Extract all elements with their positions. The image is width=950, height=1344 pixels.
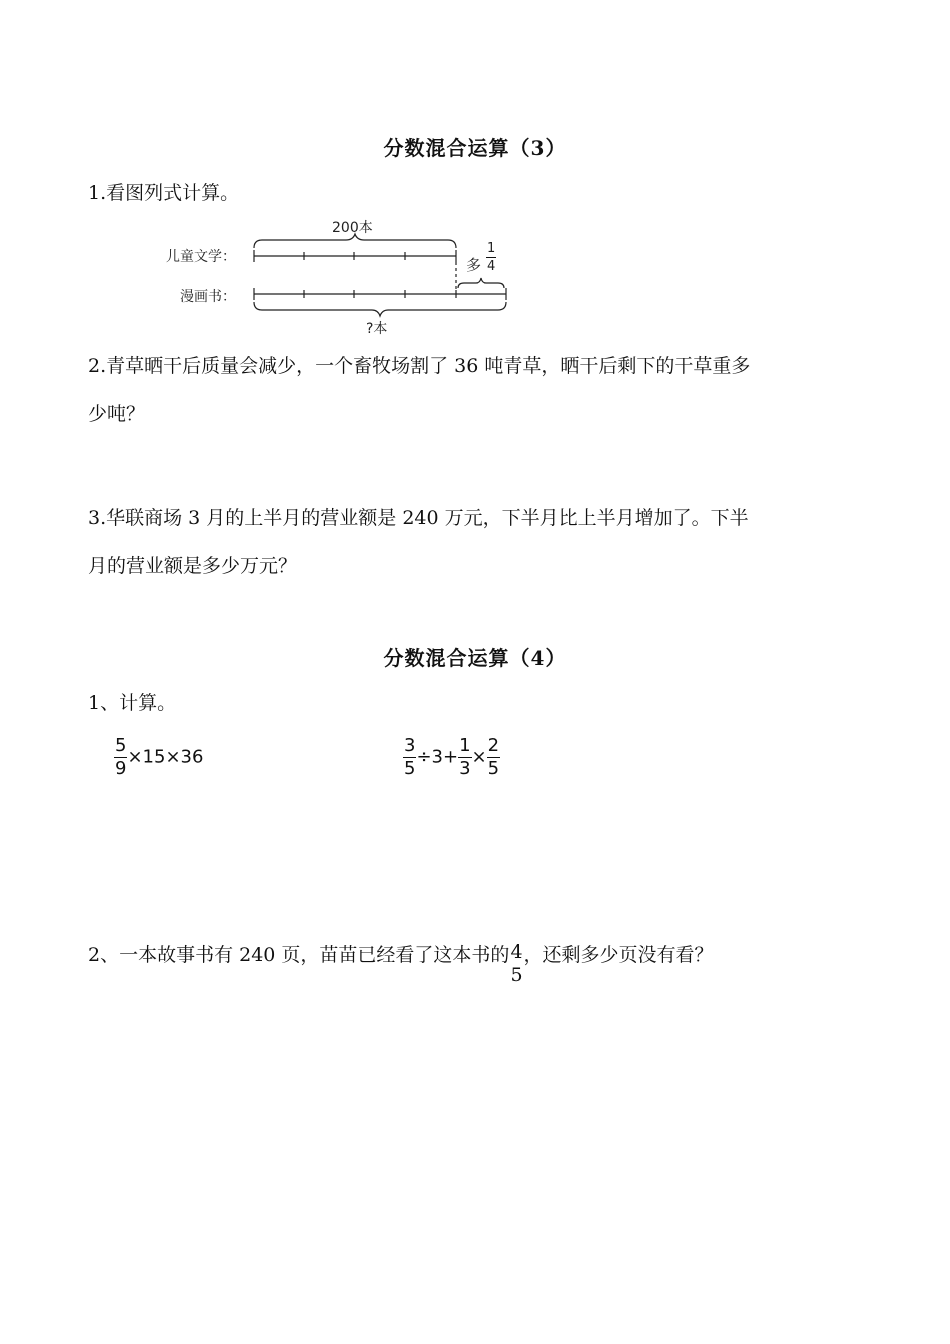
section4-question-2-text-after: ，还剩多少页没有看？ bbox=[523, 944, 714, 966]
section4-question-2 bbox=[88, 941, 714, 986]
expression-1-rest: ×15×36 bbox=[127, 746, 204, 768]
section4-question-2-denominator: 5 bbox=[510, 964, 523, 986]
section4-question-2-text-before: 2、一本故事书有 240 页，苗苗已经看了这本书的 bbox=[88, 944, 510, 966]
diagram-more-fraction-numerator: 1 bbox=[487, 241, 496, 256]
expression-2-operator-mid: ÷3+ bbox=[416, 746, 459, 768]
expression-2-c-numerator: 2 bbox=[487, 735, 500, 756]
section-title-4: 分数混合运算（4） bbox=[383, 646, 567, 670]
bottom-brace bbox=[254, 302, 506, 316]
diagram-label-children-literature: 儿童文学： bbox=[166, 249, 236, 265]
expression-2-operator-multiply: × bbox=[471, 746, 487, 768]
expression-2-b-numerator: 1 bbox=[459, 735, 471, 756]
section-title-3: 分数混合运算（3） bbox=[383, 136, 567, 160]
expression-2-fraction-b bbox=[458, 737, 471, 778]
diagram-top-quantity: 200本 bbox=[332, 220, 373, 236]
diagram-label-comic-books: 漫画书： bbox=[180, 289, 236, 305]
expression-2 bbox=[403, 737, 500, 778]
section4-question-2-numerator: 4 bbox=[510, 941, 523, 963]
diagram-more-label: 多 bbox=[466, 256, 482, 274]
expression-1 bbox=[114, 737, 203, 778]
expression-2-a-denominator: 5 bbox=[404, 758, 416, 779]
diagram-bottom-quantity: ?本 bbox=[366, 321, 388, 337]
expression-2-fraction-a bbox=[403, 737, 416, 778]
section4-question-2-fraction bbox=[509, 943, 523, 985]
expression-1-denominator: 9 bbox=[115, 758, 127, 779]
expression-2-b-denominator: 3 bbox=[459, 758, 471, 779]
expression-2-c-denominator: 5 bbox=[487, 758, 500, 779]
diagram-more-fraction-denominator: 4 bbox=[487, 259, 496, 274]
line-segment-diagram bbox=[160, 212, 520, 340]
question-2-line-2: 少吨？ bbox=[88, 403, 146, 425]
extra-brace bbox=[458, 278, 504, 288]
section4-question-1-text: 1、计算。 bbox=[88, 692, 177, 714]
expression-1-numerator: 5 bbox=[115, 735, 127, 756]
expression-2-fraction-c bbox=[487, 737, 500, 778]
question-2-line-1: 2.青草晒干后质量会减少，一个畜牧场割了 36 吨青草，晒干后剩下的干草重多 bbox=[88, 355, 751, 377]
diagram-lines bbox=[160, 212, 520, 340]
expression-1-fraction bbox=[114, 737, 127, 778]
question-3-line-2: 月的营业额是多少万元？ bbox=[88, 555, 298, 577]
question-3-line-1: 3.华联商场 3 月的上半月的营业额是 240 万元，下半月比上半月增加了。下半 bbox=[88, 507, 749, 529]
expression-2-a-numerator: 3 bbox=[404, 735, 416, 756]
top-brace bbox=[254, 234, 456, 248]
question-1-text: 1.看图列式计算。 bbox=[88, 182, 240, 204]
